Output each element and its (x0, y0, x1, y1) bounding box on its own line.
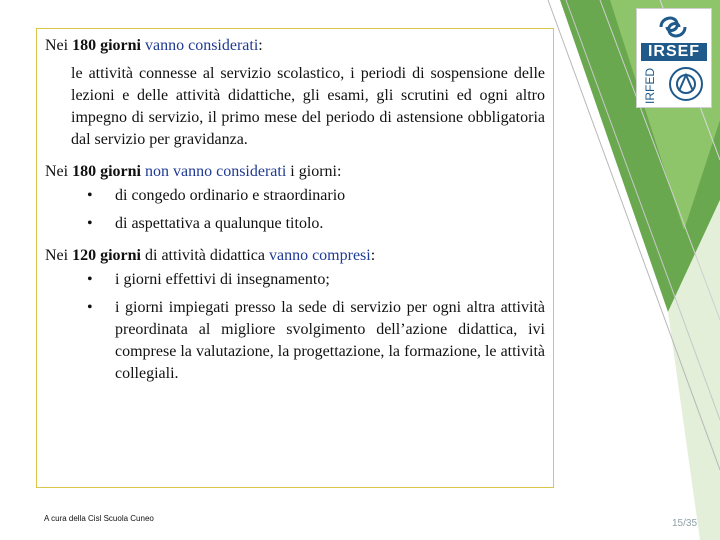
logo-side-text: IRFED (643, 68, 657, 104)
heading-considered (45, 35, 545, 57)
heading-prefix: Nei (45, 163, 73, 180)
list-item-text: di aspettativa a qualunque titolo. (115, 215, 324, 232)
heading-prefix: Nei (45, 247, 73, 264)
heading-prefix: Nei (45, 37, 73, 54)
heading-not-considered (45, 161, 545, 183)
heading-suffix: i giorni: (286, 163, 342, 180)
bullet-icon: • (87, 271, 93, 288)
heading-mid: di attività didattica (141, 247, 269, 264)
heading-highlight: vanno considerati (141, 37, 259, 54)
logo-emblem-icon (667, 65, 705, 103)
heading-highlight: non vanno considerati (141, 163, 287, 180)
considered-body: le attività connesse al servizio scolastico, i periodi di sospensione delle lezioni e delle attività didattiche, gli esami, gli scrutini ed ogni altro impegno di servizio, il primo mese del periodo di astensione obbligatoria dal servizio per gravidanza. (71, 65, 545, 148)
footer-credit: A cura della Cisl Scuola Cuneo (44, 514, 154, 523)
heading-days: 120 giorni (72, 247, 141, 264)
heading-included (45, 245, 545, 267)
bullet-icon: • (87, 215, 93, 232)
bullet-icon: • (87, 299, 93, 316)
included-list (45, 269, 545, 385)
logo-name: IRSEF (641, 43, 707, 61)
not-considered-list (45, 185, 545, 235)
logo-swirl-icon (653, 11, 693, 43)
list-item (45, 297, 545, 385)
bullet-icon: • (87, 187, 93, 204)
list-item (45, 185, 545, 207)
content-panel (36, 28, 554, 488)
page-number: 15/35 (672, 518, 698, 529)
heading-days: 180 giorni (72, 37, 141, 54)
list-item-text: i giorni effettivi di insegnamento; (115, 271, 330, 288)
heading-days: 180 giorni (72, 163, 141, 180)
list-item (45, 213, 545, 235)
list-item-text: i giorni impiegati presso la sede di servizio per ogni altra attività preordinata al migliore svolgimento dell’azione didattica, ivi comprese la valutazione, la progettazione, la formazione, le attività collegiali. (115, 299, 545, 382)
heading-suffix: : (258, 37, 263, 54)
list-item (45, 269, 545, 291)
list-item-text: di congedo ordinario e straordinario (115, 187, 346, 204)
heading-highlight: vanno compresi (268, 247, 371, 264)
irsef-logo (636, 8, 712, 108)
heading-suffix: : (370, 247, 376, 264)
content-text (45, 35, 545, 391)
